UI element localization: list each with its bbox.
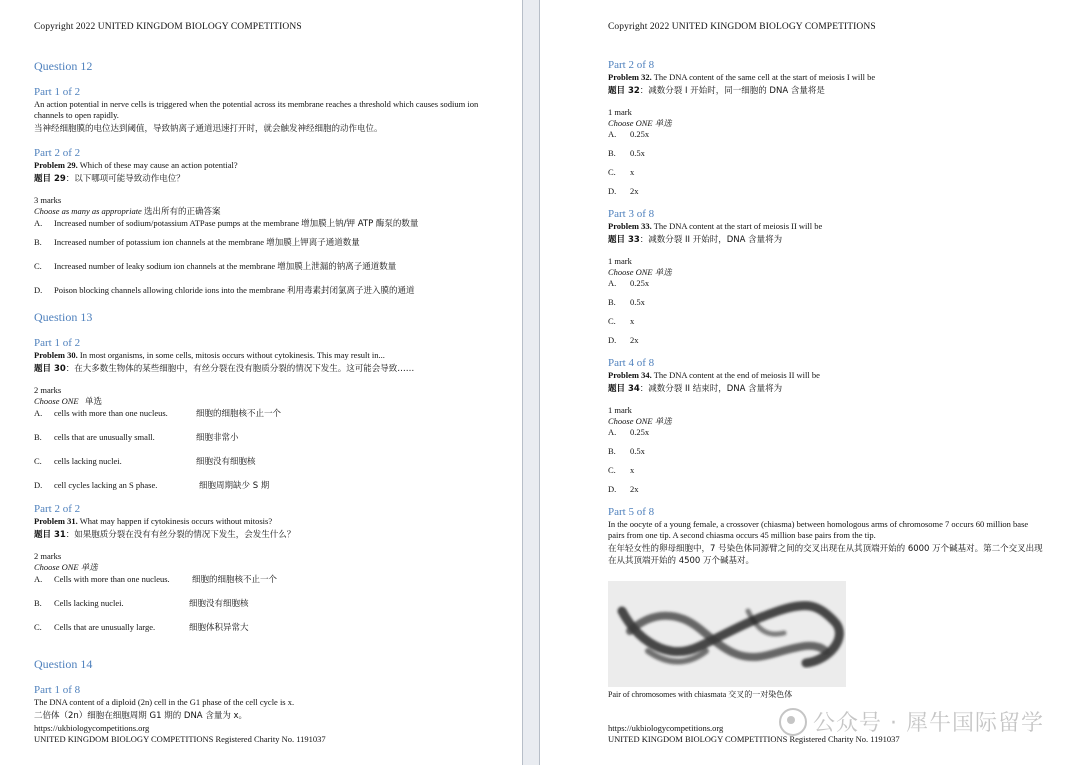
option-value: x [630,167,635,177]
p29-option-d[interactable] [34,284,494,296]
problem-30-cn-label: 题目 30 [34,364,66,374]
option-text-cn: 细胞没有细胞核 [196,457,256,467]
copyright-header: Copyright 2022 UNITED KINGDOM BIOLOGY COMPETITIONS [608,22,876,32]
problem-choose: Choose ONE 单选 [608,416,672,426]
option-letter: B. [608,297,616,307]
problem-29-text: Which of these may cause an action potential? [77,160,238,170]
problem-30-cn-text: ：在大多数生物体的某些细胞中，有丝分裂在没有胞质分裂的情况下发生。这可能会导致…… [65,364,415,374]
q14-part5-text: In the oocyte of a young female, a crossover (chiasma) between homologous arms of chromosome 7 occurs 60 million base pairs from one tip. A second chiasma occurs 45 million base pairs from the tip. [608,519,1029,540]
option-text-cn: 细胞周期缺少 S 期 [199,481,270,491]
answer-option[interactable] [608,167,1044,177]
option-letter: A. [34,574,43,584]
problem-label: Problem 33. [608,221,652,231]
q12-part1-text: An action potential in nerve cells is triggered when the potential across its membrane reaches a threshold which causes sodium ion channels to open rapidly. [34,99,479,120]
answer-option[interactable] [608,335,1044,345]
problem-cn-label: 题目 33 [608,235,640,245]
problem-text: The DNA content at the end of meiosis II will be [651,370,820,380]
option-letter: A. [608,278,617,288]
q14-part5-label: Part 5 of 8 [608,506,655,518]
option-value: 2x [630,186,639,196]
p31-option-b[interactable] [34,597,494,609]
problem-31-text: What may happen if cytokinesis occurs without mitosis? [77,516,273,526]
option-letter: C. [608,167,616,177]
option-text: cells lacking nuclei. [54,456,122,466]
problem-cn-text: ：减数分裂 II 结束时，DNA 含量将为 [639,384,783,394]
option-value: 2x [630,335,639,345]
option-text-cn: 细胞没有细胞核 [189,599,249,609]
q13-part1-label: Part 1 of 2 [34,337,81,349]
problem-label: Problem 32. [608,72,652,82]
q14-part-label: Part 3 of 8 [608,208,655,220]
image-caption: Pair of chromosomes with chiasmata 交叉的一对染色体 [608,690,793,699]
option-letter: A. [34,218,43,228]
question-14-title: Question 14 [34,657,93,671]
problem-30-text: In most organisms, in some cells, mitosis occurs without cytokinesis. This may result in... [77,350,385,360]
option-letter: D. [34,480,43,490]
problem-marks: 1 mark [608,256,632,266]
option-text: Cells that are unusually large. [54,622,156,632]
answer-option[interactable] [608,316,1044,326]
problem-29-cn-label: 题目 29 [34,174,66,184]
option-letter: B. [608,148,616,158]
problem-choose: Choose ONE 单选 [608,118,672,128]
p31-option-a[interactable] [34,573,494,585]
option-letter: C. [34,456,42,466]
answer-option[interactable] [608,446,1044,456]
problem-31-label: Problem 31. [34,516,78,526]
problem-30-choose-cn: 单选 [85,397,103,407]
option-text: cells with more than one nucleus. [54,408,168,418]
option-letter: C. [608,316,616,326]
answer-option[interactable] [608,186,1044,196]
problem-31-choose: Choose ONE 单选 [34,562,98,572]
q14-part1-text: The DNA content of a diploid (2n) cell in the G1 phase of the cell cycle is x. [34,697,295,707]
q14-part-label: Part 4 of 8 [608,357,655,369]
option-letter: D. [608,335,617,345]
option-text: Increased number of potassium ion channels at the membrane [54,237,265,247]
problem-cn-label: 题目 32 [608,86,640,96]
option-letter: B. [608,446,616,456]
option-letter: B. [34,237,42,247]
p29-option-a[interactable] [34,217,494,229]
option-text: Poison blocking channels allowing chloride ions into the membrane [54,285,285,295]
p29-option-c[interactable] [34,260,494,272]
q13-part2-label: Part 2 of 2 [34,503,81,515]
footer-url-link[interactable]: https://ukbiologycompetitions.org [34,723,150,733]
problem-cn-text: ：减数分裂 I 开始时，同一细胞的 DNA 含量将是 [639,86,825,96]
p29-option-b[interactable] [34,236,494,248]
option-value: 0.25x [630,129,650,139]
option-value: x [630,316,635,326]
option-letter: A. [34,408,43,418]
problem-text: The DNA content at the start of meiosis II will be [651,221,823,231]
option-text: cells that are unusually small. [54,432,155,442]
problem-30-choose: Choose ONE [34,396,79,406]
option-letter: A. [608,129,617,139]
option-text-cn: 细胞的细胞核不止一个 [196,409,282,419]
option-text-cn: 细胞的细胞核不止一个 [192,575,278,585]
option-letter: C. [608,465,616,475]
problem-31-cn-text: ：如果胞质分裂在没有有丝分裂的情况下发生，会发生什么？ [65,530,296,540]
option-letter: A. [608,427,617,437]
option-value: 0.5x [630,297,645,307]
answer-option[interactable] [608,427,1044,437]
problem-29-marks: 3 marks [34,195,62,205]
q14-part-block [608,357,1044,494]
q14-part1-label: Part 1 of 8 [34,684,81,696]
option-letter: C. [34,261,42,271]
right-parts [608,59,1044,494]
q14-part-label: Part 2 of 8 [608,59,655,71]
p30-option-b[interactable] [34,431,494,443]
question-13-title: Question 13 [34,310,93,324]
watermark-text: 公众号 · 犀牛国际留学 [813,711,1044,736]
option-text-cn: 增加膜上钠/钾 ATP 酶泵的数量 [301,219,419,229]
problem-choose: Choose ONE 单选 [608,267,672,277]
problem-29-choose-cn: 选出所有的正确答案 [143,207,221,217]
option-text: Cells lacking nuclei. [54,598,124,608]
option-letter: B. [34,432,42,442]
answer-option[interactable] [608,484,1044,494]
p31-option-c[interactable] [34,621,494,633]
footer-charity: UNITED KINGDOM BIOLOGY COMPETITIONS Registered Charity No. 1191037 [34,734,326,744]
answer-option[interactable] [608,297,1044,307]
q12-part1-cn: 当神经细胞膜的电位达到阈值，导致钠离子通道迅速打开时，就会触发神经细胞的动作电位。 [34,124,383,134]
problem-30-label: Problem 30. [34,350,78,360]
q14-part5-cn: 在年轻女性的卵母细胞中，7 号染色体同源臂之间的交叉出现在从其顶端开始的 6000 万个碱基对。第二个交叉出现在从其顶端开始的 4500 万个碱基对。 [608,544,1043,566]
footer-charity: UNITED KINGDOM BIOLOGY COMPETITIONS Registered Charity No. 1191037 [608,734,900,744]
q12-part2-label: Part 2 of 2 [34,147,81,159]
option-letter: D. [34,285,43,295]
right-page [540,0,1074,765]
answer-option[interactable] [608,148,1044,158]
option-text: Increased number of leaky sodium ion channels at the membrane [54,261,276,271]
answer-option[interactable] [608,129,1044,139]
option-value: 0.25x [630,278,650,288]
problem-label: Problem 34. [608,370,652,380]
option-text: Cells with more than one nucleus. [54,574,170,584]
option-text: Increased number of sodium/potassium ATPase pumps at the membrane [54,218,300,228]
q14-part-block [608,208,1044,345]
problem-29-choose: Choose as many as appropriate [34,206,142,216]
option-value: 2x [630,484,639,494]
q14-part-block [608,59,1044,196]
problem-marks: 1 mark [608,107,632,117]
footer-url-link[interactable]: https://ukbiologycompetitions.org [608,723,724,733]
left-footer [34,723,326,745]
p30-option-a[interactable] [34,407,494,419]
option-text: cell cycles lacking an S phase. [54,480,158,490]
option-letter: C. [34,622,42,632]
p30-option-c[interactable] [34,455,494,467]
problem-29-label: Problem 29. [34,160,78,170]
option-letter: D. [608,484,617,494]
option-text-cn: 利用毒素封闭氯离子进入膜的通道 [287,286,415,296]
problem-text: The DNA content of the same cell at the start of meiosis I will be [651,72,876,82]
answer-option[interactable] [608,278,1044,288]
problem-31-cn-label: 题目 31 [34,530,66,540]
option-value: 0.5x [630,446,645,456]
q12-part1-label: Part 1 of 2 [34,86,81,98]
page-divider [522,0,523,765]
problem-29-cn-text: ：以下哪项可能导致动作电位？ [65,174,185,184]
chromosome-chiasmata-image [608,581,846,687]
option-text-cn: 细胞非常小 [196,433,239,443]
option-text-cn: 增加膜上泄漏的钠离子通道数量 [277,262,397,272]
answer-option[interactable] [608,465,1044,475]
option-text-cn: 增加膜上钾离子通道数量 [266,238,360,248]
problem-31-marks: 2 marks [34,551,62,561]
copyright-header: Copyright 2022 UNITED KINGDOM BIOLOGY COMPETITIONS [34,22,302,32]
option-text-cn: 细胞体积异常大 [189,623,249,633]
option-letter: D. [608,186,617,196]
q14-part1-cn: 二倍体（2n）细胞在细胞周期 G1 期的 DNA 含量为 x。 [34,711,248,721]
option-value: 0.25x [630,427,650,437]
watermark [779,706,1044,737]
option-value: x [630,465,635,475]
p30-option-d[interactable] [34,479,494,491]
option-letter: B. [34,598,42,608]
wechat-logo-icon [779,708,807,736]
problem-marks: 1 mark [608,405,632,415]
problem-cn-text: ：减数分裂 II 开始时，DNA 含量将为 [639,235,783,245]
problem-30-marks: 2 marks [34,385,62,395]
left-page [0,0,522,765]
problem-cn-label: 题目 34 [608,384,640,394]
question-12-title: Question 12 [34,59,93,73]
option-value: 0.5x [630,148,645,158]
